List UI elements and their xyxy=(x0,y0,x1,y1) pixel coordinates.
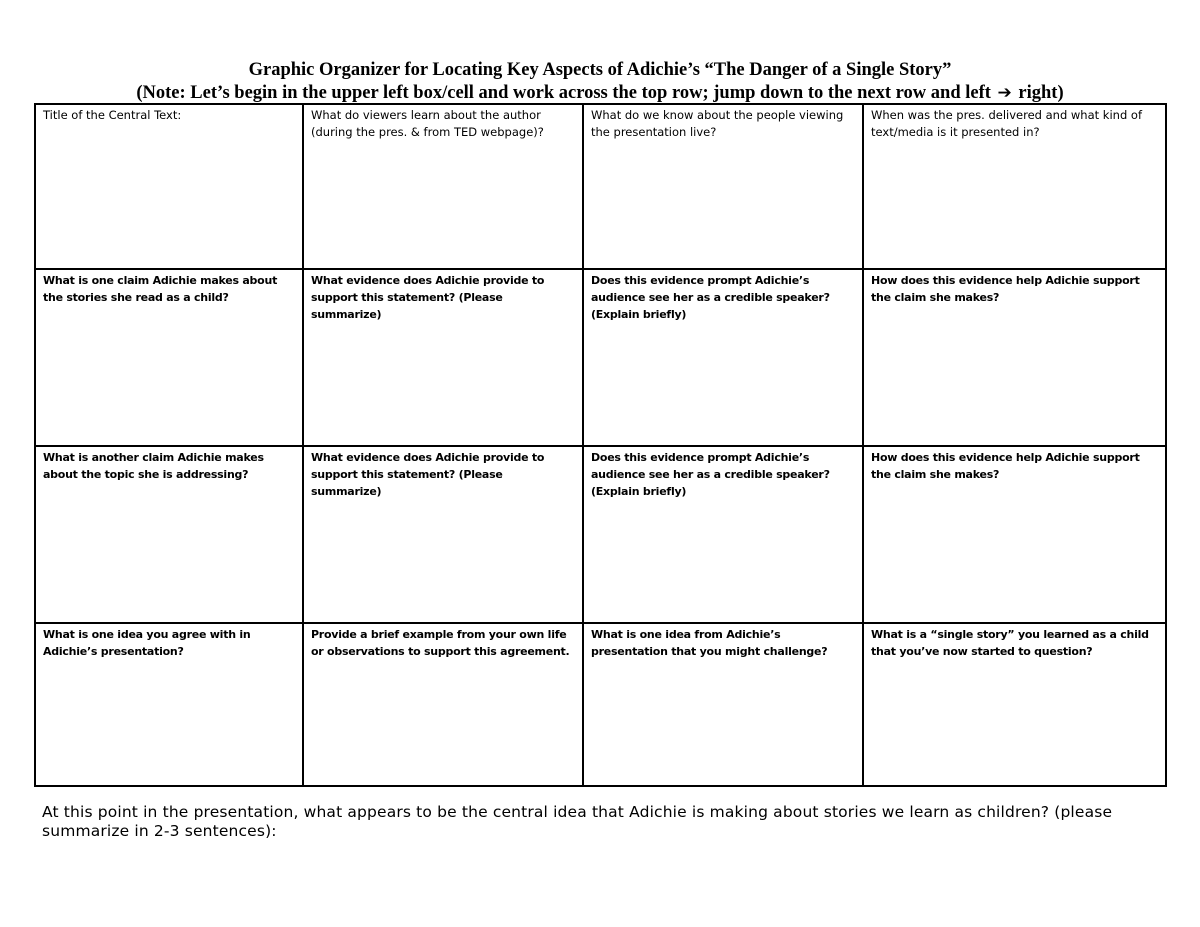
cell-credibility-1[interactable]: Does this evidence prompt Adichie’s audience see her as a credible speaker? (Explain briefly) xyxy=(583,269,863,446)
cell-author-info[interactable]: What do viewers learn about the author (during the pres. & from TED webpage)? xyxy=(303,104,583,269)
cell-claim-2[interactable]: What is another claim Adichie makes about the topic she is addressing? xyxy=(35,446,303,623)
grid-row-4 xyxy=(35,623,1166,786)
cell-credibility-2[interactable]: Does this evidence prompt Adichie’s audience see her as a credible speaker? (Explain briefly) xyxy=(583,446,863,623)
cell-support-2[interactable]: How does this evidence help Adichie support the claim she makes? xyxy=(863,446,1166,623)
note-text-end: right) xyxy=(1018,83,1064,103)
grid-row-1 xyxy=(35,104,1166,269)
instructions-note xyxy=(0,82,1200,104)
central-idea-question: At this point in the presentation, what appears to be the central idea that Adichie is making about stories we learn as children? (please summarize in 2-3 sentences): xyxy=(42,803,1113,840)
organizer-grid xyxy=(34,103,1167,787)
cell-personal-example[interactable]: Provide a brief example from your own life or observations to support this agreement. xyxy=(303,623,583,786)
cell-support-1[interactable]: How does this evidence help Adichie support the claim she makes? xyxy=(863,269,1166,446)
cell-central-text-title[interactable]: Title of the Central Text: xyxy=(35,104,303,269)
cell-live-audience[interactable]: What do we know about the people viewing the presentation live? xyxy=(583,104,863,269)
cell-delivery-date-media[interactable]: When was the pres. delivered and what kind of text/media is it presented in? xyxy=(863,104,1166,269)
grid-row-3 xyxy=(35,446,1166,623)
note-text: (Note: Let’s begin in the upper left box/cell and work across the top row; jump down to the next row and left xyxy=(136,83,991,103)
right-arrow-icon: ➔ xyxy=(997,83,1012,103)
cell-evidence-1[interactable]: What evidence does Adichie provide to support this statement? (Please summarize) xyxy=(303,269,583,446)
page-title: Graphic Organizer for Locating Key Aspects of Adichie’s “The Danger of a Single Story” xyxy=(248,60,952,80)
cell-evidence-2[interactable]: What evidence does Adichie provide to support this statement? (Please summarize) xyxy=(303,446,583,623)
grid-row-2 xyxy=(35,269,1166,446)
cell-challenge-idea[interactable]: What is one idea from Adichie’s presentation that you might challenge? xyxy=(583,623,863,786)
cell-agree-idea[interactable]: What is one idea you agree with in Adichie’s presentation? xyxy=(35,623,303,786)
cell-single-story[interactable]: What is a “single story” you learned as a child that you’ve now started to question? xyxy=(863,623,1166,786)
cell-claim-1[interactable]: What is one claim Adichie makes about the stories she read as a child? xyxy=(35,269,303,446)
